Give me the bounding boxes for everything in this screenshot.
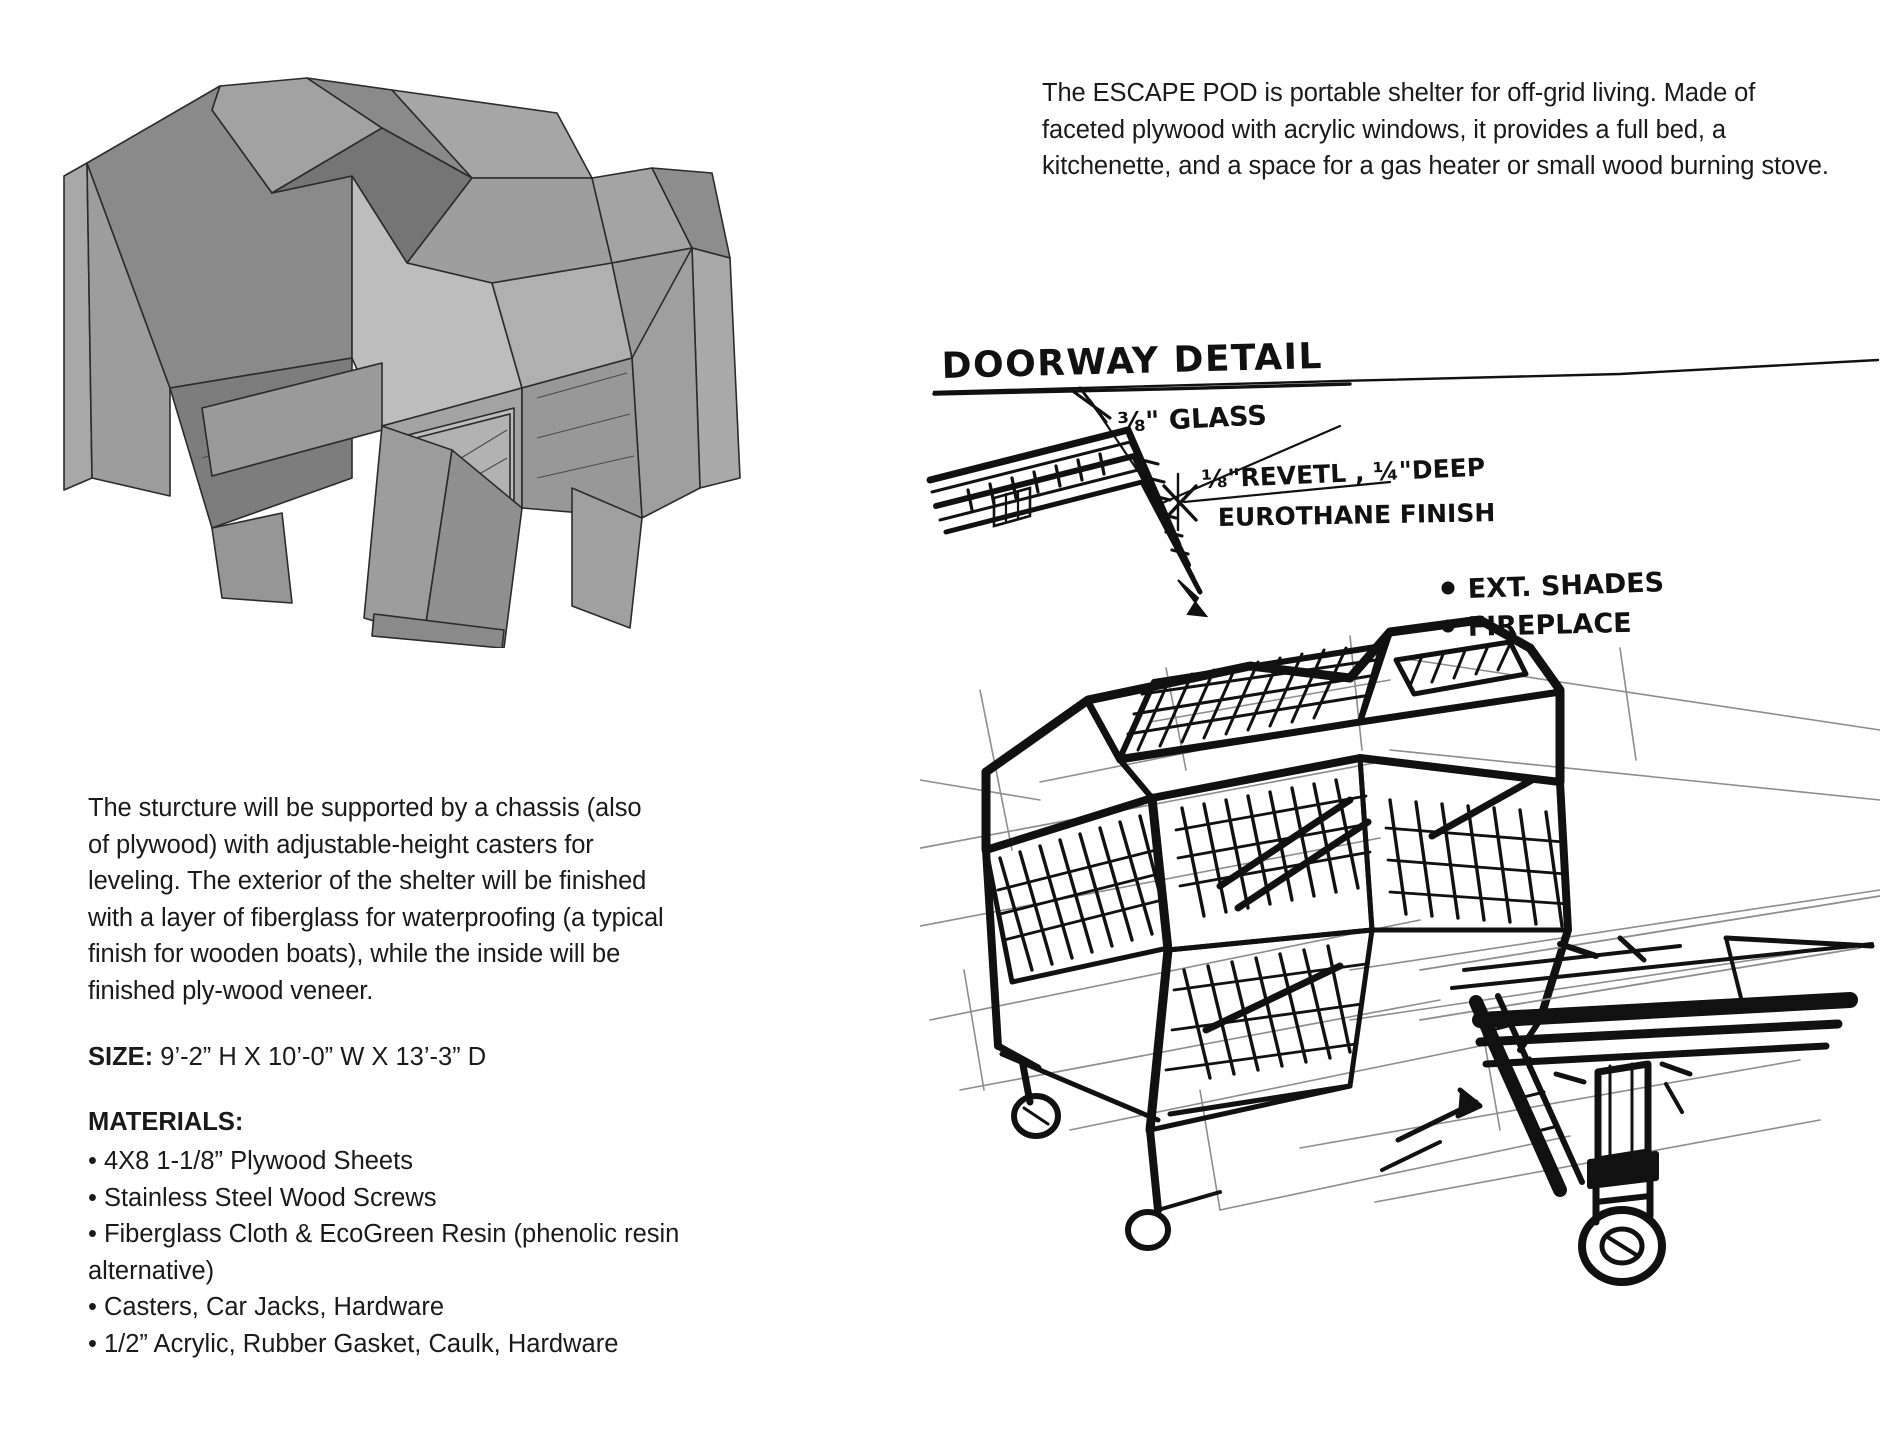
material-text: 4X8 1-1/8” Plywood Sheets xyxy=(103,1147,413,1175)
bullet-glyph: • xyxy=(88,1293,97,1321)
bullet-annotations xyxy=(1442,567,1665,643)
annotation-fireplace: FIREPLACE xyxy=(1467,607,1633,643)
list-item xyxy=(88,1216,688,1289)
bullet-glyph: • xyxy=(88,1147,97,1175)
bullet-glyph: • xyxy=(88,1183,97,1212)
bullet-glyph: • xyxy=(88,1329,97,1358)
annotation-finish: EUROTHANE FINISH xyxy=(1217,498,1496,532)
bullet-glyph: • xyxy=(88,1220,97,1248)
materials-list xyxy=(88,1143,688,1362)
chassis-perspective-sketch xyxy=(920,620,1880,1248)
doorway-detail-title-group xyxy=(934,336,1878,394)
escape-pod-3d-render xyxy=(52,58,742,648)
material-text: Stainless Steel Wood Screws xyxy=(103,1183,437,1212)
list-item xyxy=(88,1289,688,1326)
left-body-paragraph: The sturcture will be supported by a chassis (also of plywood) with adjustable-height casters for leveling. The exterior of the shelter will be finished with a layer of fiberglass for waterproofing (a typical finish for wooden boats), while the inside will be finished ply-wood veneer. xyxy=(88,794,664,1005)
material-text: Fiberglass Cloth & EcoGreen Resin (phenolic resin alternative) xyxy=(88,1220,680,1285)
size-line xyxy=(88,1040,688,1074)
material-text: 1/2” Acrylic, Rubber Gasket, Caulk, Hardware xyxy=(103,1329,619,1358)
annotation-glass: ⅜" GLASS xyxy=(1116,400,1268,439)
doorway-detail-title: DOORWAY DETAIL xyxy=(941,336,1324,387)
bullet-dot-icon xyxy=(1442,582,1455,595)
annotation-revetl: ⅛"REVETL , ¼"DEEP xyxy=(1200,452,1486,494)
annotation-ext-shades: EXT. SHADES xyxy=(1467,567,1665,605)
material-text: Casters, Car Jacks, Hardware xyxy=(103,1293,445,1321)
list-item xyxy=(88,1143,688,1180)
intro-paragraph: The ESCAPE POD is portable shelter for off-grid living. Made of faceted plywood with acrylic windows, it provides a full bed, a kitchenette, and a space for a gas heater or small wood burning stove. xyxy=(1042,79,1829,180)
materials-heading: MATERIALS: xyxy=(88,1108,244,1136)
doorway-corner-section-sketch xyxy=(930,430,1206,616)
hand-sketch-panel xyxy=(920,330,1880,1390)
list-item xyxy=(88,1180,688,1217)
size-value: 9’-2” H X 10’-0” W X 13’-3” D xyxy=(160,1043,487,1071)
size-label: SIZE: xyxy=(88,1043,154,1071)
list-item xyxy=(88,1326,688,1363)
